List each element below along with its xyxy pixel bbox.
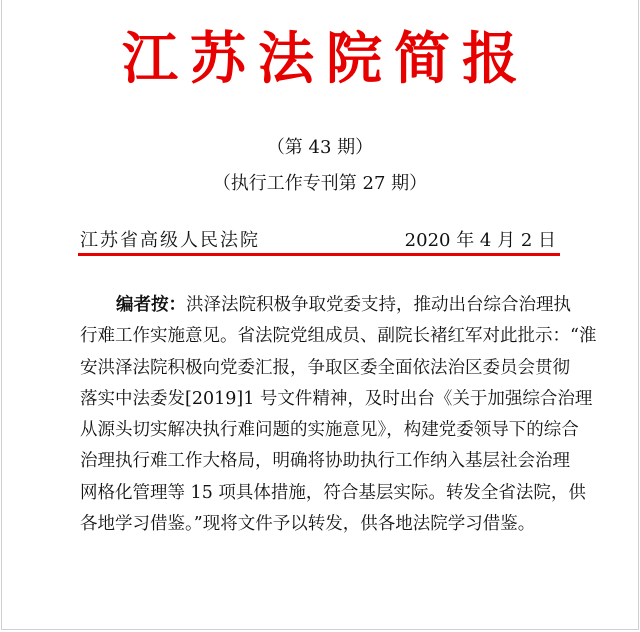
issuer-name: 江苏省高级人民法院	[80, 230, 260, 251]
editor-note-line-4: 落实中法委发[2019]1 号文件精神，及时出台《关于加强综合治理	[80, 388, 593, 409]
document-page	[1, 0, 639, 630]
issue-date: 2020 年 4 月 2 日	[404, 230, 556, 251]
editor-note-text: 洪泽法院积极争取党委支持，推动出台综合治理执	[186, 295, 571, 315]
special-issue-number: （执行工作专刊第 27 期）	[212, 173, 428, 194]
editor-note-line-8: 各地学习借鉴。”现将文件予以转发，供各地法院学习借鉴。	[80, 514, 536, 535]
red-divider	[78, 253, 560, 256]
editor-note-line-7: 网格化管理等 15 项具体措施，符合基层实际。转发全省法院，供	[80, 482, 586, 503]
editor-note-line-2: 行难工作实施意见。省法院党组成员、副院长褚红军对此批示：“淮	[80, 326, 597, 347]
editor-note-line-3: 安洪泽法院积极向党委汇报，争取区委全面依法治区委员会贯彻	[80, 357, 570, 378]
editor-note-line-5: 从源头切实解决执行难问题的实施意见》，构建党委领导下的综合	[80, 420, 579, 441]
editor-note-line-6: 治理执行难工作大格局，明确将协助执行工作纳入基层社会治理	[80, 451, 570, 472]
editor-note-colon: ：	[168, 295, 186, 315]
masthead-title: 江苏法院简报	[122, 26, 530, 92]
issue-number: （第 43 期）	[266, 137, 374, 158]
editor-note-label: 编者按	[116, 295, 169, 315]
editor-note	[80, 290, 597, 540]
editor-note-line-1	[80, 290, 571, 321]
